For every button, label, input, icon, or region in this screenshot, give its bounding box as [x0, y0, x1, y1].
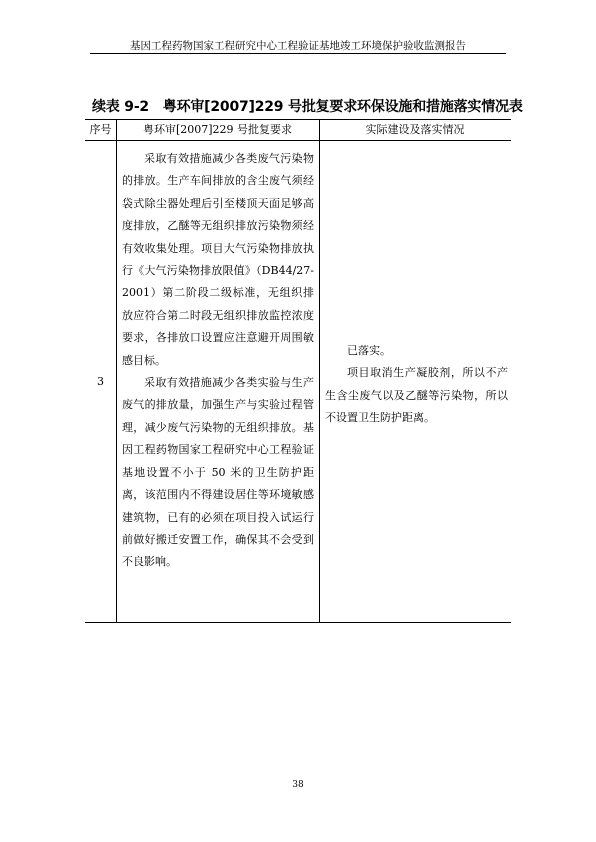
implementation-paragraph: 项目取消生产凝胶剂，所以不产生含尘废气以及乙醚等污染物，所以不设置卫生防护距离。	[325, 366, 508, 425]
column-header-requirement: 粤环审[2007]229 号批复要求	[142, 123, 293, 136]
column-header-implementation: 实际建设及落实情况	[365, 123, 465, 136]
implementation-cell	[325, 340, 508, 430]
compliance-table	[85, 119, 511, 623]
implementation-paragraph: 已落实。	[347, 344, 391, 357]
row-index: 3	[97, 375, 104, 388]
table-header-rule	[85, 140, 511, 141]
header-rule	[90, 53, 506, 54]
table-caption: 续表 9-2 粤环审[2007]229 号批复要求环保设施和措施落实情况表	[92, 99, 523, 115]
table-bottom-rule	[85, 622, 511, 623]
header-title: 基因工程药物国家工程研究中心工程验证基地竣工环境保护验收监测报告	[130, 40, 466, 52]
page-number: 38	[292, 780, 304, 790]
column-divider	[319, 119, 320, 623]
requirement-cell	[122, 148, 314, 574]
column-header-index: 序号	[89, 123, 112, 136]
column-divider	[116, 119, 117, 623]
requirement-paragraph: 采取有效措施减少各类废气污染物的排放。生产车间排放的含尘废气须经袋式除尘器处理后引至楼顶天面足够高度排放，乙醚等无组织排放污染物须经有效收集处理。项目大气污染物排放执行《大气污染物排放限值》（DB44/27-2001）第二阶段二级标准，无组织排放应符合第二时段无组织排放监控浓度要求，各排放口设置应注意避开周围敏感目标。	[122, 152, 314, 367]
requirement-paragraph: 采取有效措施减少各类实验与生产废气的排放量，加强生产与实验过程管理，减少废气污染物的无组织排放。基因工程药物国家工程研究中心工程验证基地设置不小于 50 米的卫生防护距离，该范围内不得建设居住等环境敏感建筑物，已有的必须在项目投入试运行前做好搬迁安置工作，确保其不会受到不良影响。	[122, 376, 314, 569]
